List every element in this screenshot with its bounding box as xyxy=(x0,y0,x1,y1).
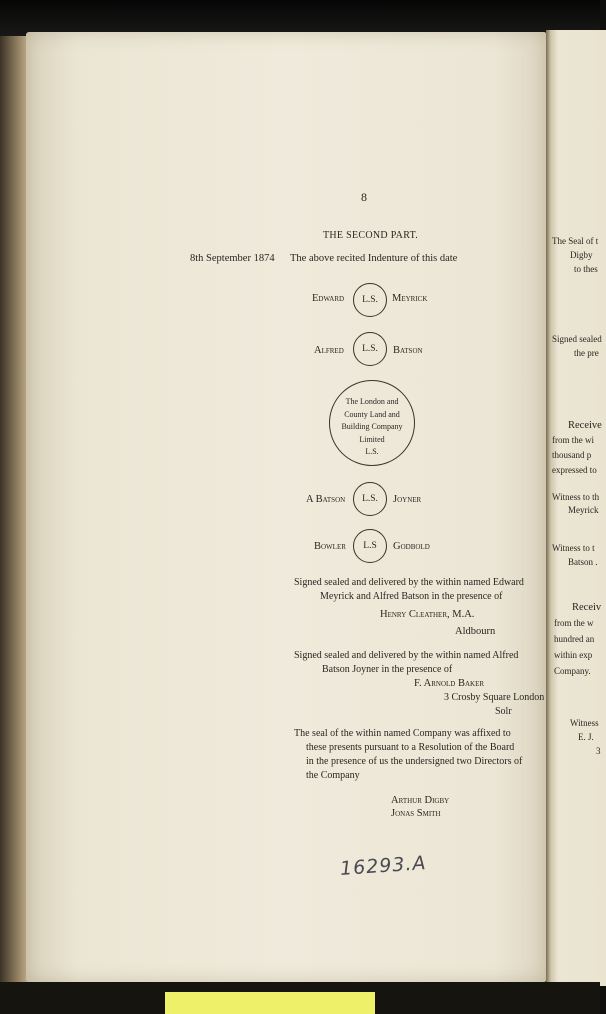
adjacent-text: from the w xyxy=(554,618,594,628)
adjacent-text: the pre xyxy=(574,348,599,358)
wax-seal xyxy=(353,482,387,516)
adjacent-text: thousand p xyxy=(552,450,592,460)
adjacent-text: Witness xyxy=(570,718,599,728)
attestation-text: Meyrick and Alfred Batson in the presence of xyxy=(320,591,503,602)
witness-place: Aldbourn xyxy=(455,626,496,637)
director-name: Jonas Smith xyxy=(391,808,441,819)
signatory-first-name: Alfred xyxy=(314,345,344,356)
adjacent-text: The Seal of t xyxy=(552,236,599,246)
seal-label: L.S. xyxy=(362,494,378,504)
adjacent-text: Signed sealed xyxy=(552,334,602,344)
seal-label: L.S. xyxy=(362,344,378,354)
handwritten-catalogue-number: 16293.A xyxy=(339,852,428,880)
adjacent-text: Batson . xyxy=(568,557,598,567)
indenture-intro: The above recited Indenture of this date xyxy=(290,253,458,264)
document-page xyxy=(26,32,546,982)
signatory-surname: Godbold xyxy=(393,541,430,552)
wax-seal xyxy=(353,283,387,317)
adjacent-text: Witness to th xyxy=(552,492,600,502)
page-number: 8 xyxy=(361,190,367,204)
attestation-text: Signed sealed and delivered by the within named Alfred xyxy=(294,650,519,661)
signatory-first-name: Edward xyxy=(312,293,345,304)
attestation-text: Signed sealed and delivered by the within named Edward xyxy=(294,577,524,588)
attestation-text: Batson Joyner in the presence of xyxy=(322,664,453,675)
adjacent-text: expressed to xyxy=(552,465,597,475)
adjacent-text: Meyrick xyxy=(568,505,599,515)
adjacent-text: Digby xyxy=(570,250,593,260)
seal-label: L.S xyxy=(363,541,377,551)
witness-name: F. Arnold Baker xyxy=(414,678,485,689)
signatory-first-name: A Batson xyxy=(306,494,346,505)
attestation-text: The seal of the within named Company was affixed to xyxy=(294,728,511,739)
paper-tab xyxy=(165,992,375,1014)
signatory-surname: Batson xyxy=(393,345,423,356)
adjacent-text: E. J. xyxy=(578,732,594,742)
attestation-text: the Company xyxy=(306,770,360,781)
adjacent-text: Receive xyxy=(568,420,602,431)
adjacent-text: from the wi xyxy=(552,435,594,445)
company-seal-line: Limited xyxy=(359,434,385,444)
company-seal xyxy=(329,380,415,466)
company-seal-line: Building Company xyxy=(341,422,403,431)
section-heading: THE SECOND PART. xyxy=(323,230,419,241)
adjacent-text: hundred an xyxy=(554,634,595,644)
witness-name: Henry Cleather, M.A. xyxy=(380,609,475,620)
witness-address: 3 Crosby Square London xyxy=(444,692,545,703)
signatory-surname: Meyrick xyxy=(392,293,428,304)
wax-seal xyxy=(353,332,387,366)
company-seal-line: County Land and xyxy=(344,409,400,419)
attestation-text: these presents pursuant to a Resolution of the Board xyxy=(306,742,515,753)
company-seal-line: The London and xyxy=(345,397,399,406)
adjacent-text: within exp xyxy=(554,650,593,660)
seal-label: L.S. xyxy=(362,295,378,305)
indenture-date: 8th September 1874 xyxy=(190,253,275,264)
adjacent-text: Receiv xyxy=(572,602,602,613)
company-seal-line: L.S. xyxy=(365,447,379,456)
attestation-text: in the presence of us the undersigned two Directors of xyxy=(306,756,523,767)
wax-seal xyxy=(353,529,387,563)
director-name: Arthur Digby xyxy=(391,795,450,806)
adjacent-text: 3 xyxy=(596,746,601,756)
adjacent-text: Witness to t xyxy=(552,543,595,553)
adjacent-page xyxy=(546,30,606,986)
signatory-surname: Joyner xyxy=(393,494,422,505)
signatory-first-name: Bowler xyxy=(314,541,346,552)
adjacent-text: to thes xyxy=(574,264,598,274)
witness-title: Solr xyxy=(495,706,512,717)
adjacent-text: Company. xyxy=(554,666,591,676)
